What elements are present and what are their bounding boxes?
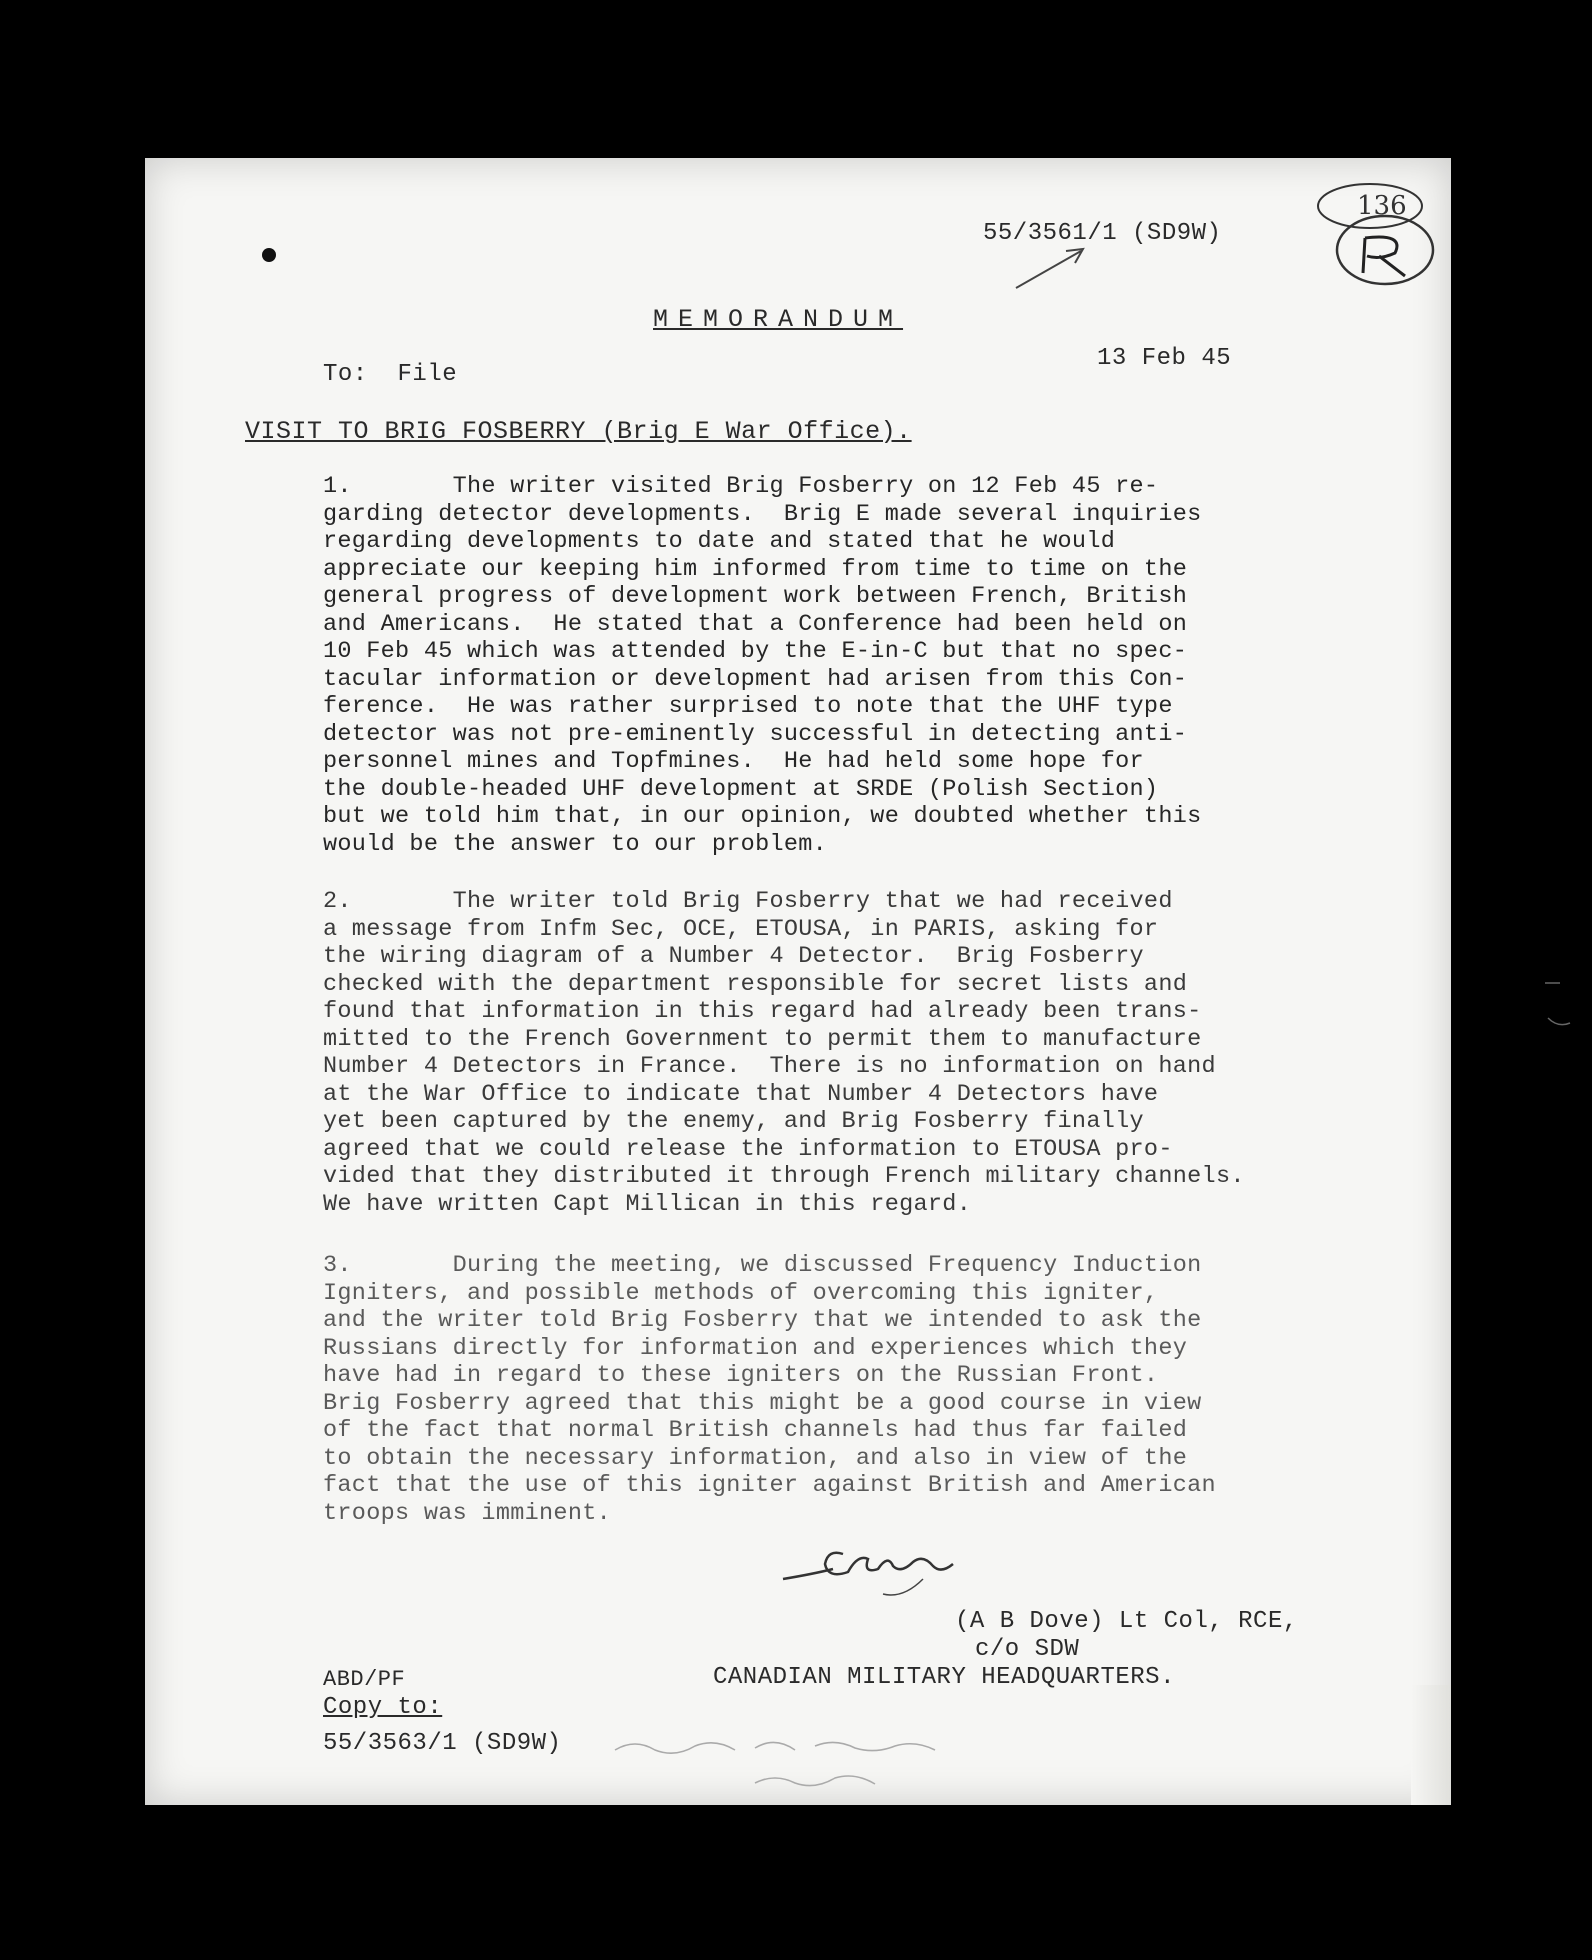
pencil-annotation [605,1728,955,1808]
signatory-care-of: c/o SDW [975,1636,1080,1663]
copy-to-label: Copy to: [323,1694,443,1721]
file-mark-number: 136 [1357,191,1407,221]
paragraph-3: 3. During the meeting, we discussed Frequency Induction Igniters, and possible methods of overcoming this igniter, and the writer told Brig Fosberry that we intended to ask the Russians directly for information and experiences which they have had in regard to these igniters on the Russian Front. Brig Fosberry agreed that this might be a good course in view of the fact that normal British channels had thus far failed to obtain the necessary information, and also in view of the fact that the use of this igniter against British and American troops was imminent. [323,1252,1216,1527]
ink-spot [262,248,276,262]
reference-initials: ABD/PF [323,1667,406,1692]
memo-title: MEMORANDUM [653,305,904,334]
signatory-name: (A B Dove) Lt Col, RCE, [955,1608,1298,1635]
copy-to-reference: 55/3563/1 (SD9W) [323,1730,562,1757]
memo-date: 13 Feb 45 [1097,345,1232,372]
memo-subject: VISIT TO BRIG FOSBERRY (Brig E War Office). [245,417,912,446]
signatory-organization: CANADIAN MILITARY HEADQUARTERS. [713,1664,1175,1691]
handwritten-arrow-icon [1011,243,1101,293]
recipient: To: File [323,361,458,388]
paragraph-2: 2. The writer told Brig Fosberry that we had received a message from Infm Sec, OCE, ETOUSA, in PARIS, asking for the wiring diagram of a Number 4 Detector. Brig Fosberry checked with the department responsible for secret lists and found that information in this regard had already been trans- mitted to the French Government to permit them to manufacture Number 4 Detectors in France. There is no information on hand at the War Office to indicate that Number 4 Detectors have yet been captured by the enemy, and Brig Fosberry finally agreed that we could release the information to ETOUSA pro- vided that they distributed it through French military channels. We have written Capt Millican in this regard. [323,888,1245,1218]
handwritten-file-mark-icon [1295,178,1450,288]
handwritten-signature [773,1524,963,1604]
reference-number: 55/3561/1 (SD9W) [983,220,1222,247]
pencil-tick-icon [1540,978,1580,1048]
memo-page [145,158,1451,1805]
paragraph-1: 1. The writer visited Brig Fosberry on 12 Feb 45 re- garding detector developments. Brig E made several inquiries regarding developments to date and stated that he would appreciate our keeping him informed from time to time on the general progress of development work between French, British and Americans. He stated that a Conference had been held on 10 Feb 45 which was attended by the E-in-C but that no spec- tacular information or development had arisen from this Con- ference. He was rather surprised to note that the UHF type detector was not pre-eminently successful in detecting anti- personnel mines and Topfmines. He had held some hope for the double-headed UHF development at SRDE (Polish Section) but we told him that, in our opinion, we doubted whether this would be the answer to our problem. [323,473,1202,858]
